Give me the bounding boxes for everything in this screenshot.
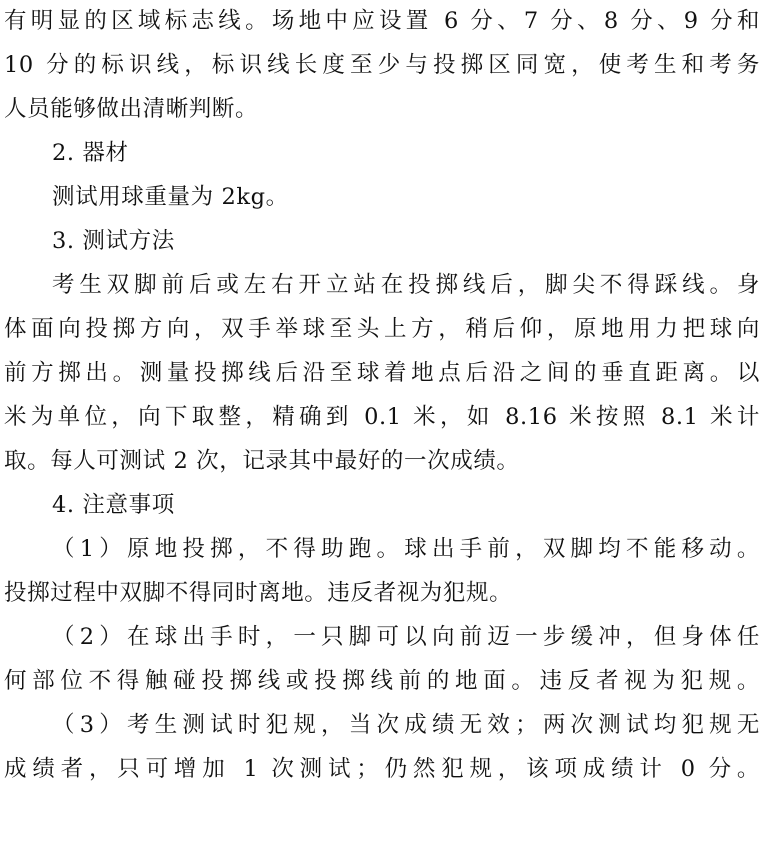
section-heading: 4. 注意事项	[52, 492, 175, 518]
paragraph-line: （2）在球出手时，一只脚可以向前迈一步缓冲，但身体任	[52, 624, 760, 650]
paragraph-line: 投掷过程中双脚不得同时离地。违反者视为犯规。	[4, 580, 513, 606]
paragraph-line: 10 分的标识线，标识线长度至少与投掷区同宽，使考生和考务	[4, 52, 760, 78]
section-heading: 2. 器材	[52, 140, 129, 166]
paragraph-line: 考生双脚前后或左右开立站在投掷线后，脚尖不得踩线。身	[52, 272, 760, 298]
paragraph-line: （1）原地投掷，不得助跑。球出手前，双脚均不能移动。	[52, 536, 760, 562]
paragraph-line: 测试用球重量为 2kg。	[52, 184, 289, 210]
paragraph-line: 人员能够做出清晰判断。	[4, 96, 259, 122]
section-heading: 3. 测试方法	[52, 228, 175, 254]
paragraph-line: 米为单位，向下取整，精确到 0.1 米，如 8.16 米按照 8.1 米计	[4, 404, 760, 430]
paragraph-line: 体面向投掷方向，双手举球至头上方，稍后仰，原地用力把球向	[4, 316, 760, 342]
paragraph-line: 前方掷出。测量投掷线后沿至球着地点后沿之间的垂直距离。以	[4, 360, 760, 386]
paragraph-line: （3）考生测试时犯规，当次成绩无效；两次测试均犯规无	[52, 712, 760, 738]
paragraph-line: 成绩者，只可增加 1 次测试；仍然犯规，该项成绩计 0 分。	[4, 756, 760, 782]
paragraph-line: 取。每人可测试 2 次，记录其中最好的一次成绩。	[4, 448, 520, 474]
paragraph-line: 有明显的区域标志线。场地中应设置 6 分、7 分、8 分、9 分和	[4, 8, 760, 34]
paragraph-line: 何部位不得触碰投掷线或投掷线前的地面。违反者视为犯规。	[4, 668, 760, 694]
